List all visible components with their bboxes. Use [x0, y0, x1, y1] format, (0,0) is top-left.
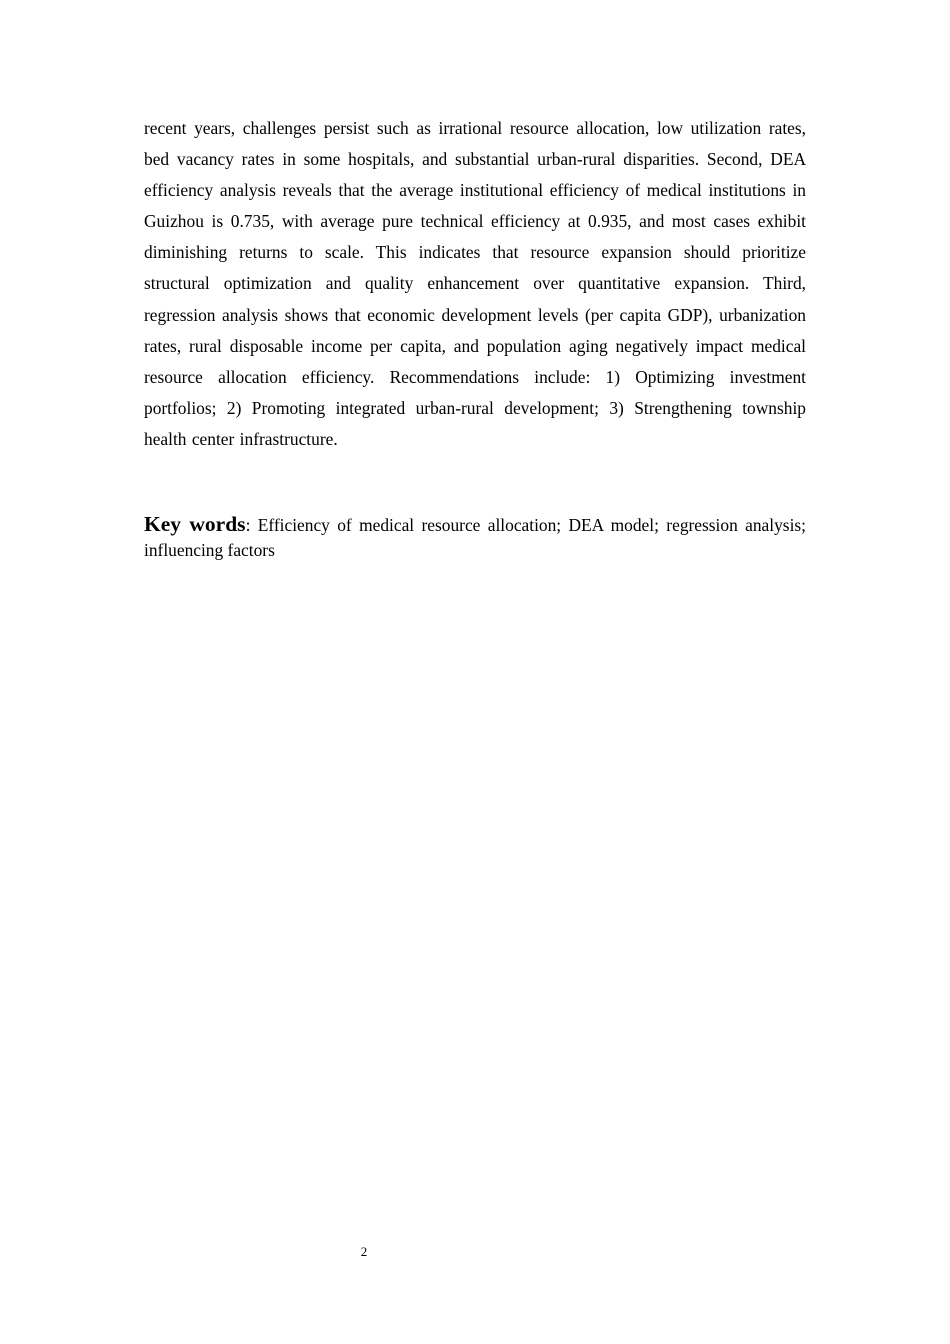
- abstract-continuation-paragraph: recent years, challenges persist such as irrational resource allocation, low utilization rates, bed vacancy rates in some hospitals, and substantial urban-rural disparities. Second, DEA efficiency analysis reveals that the average institutional efficiency of medical institutions in Guizhou is 0.735, with average pure technical efficiency at 0.935, and most cases exhibit diminishing returns to scale. This indicates that resource expansion should prioritize structural optimization and quality enhancement over quantitative expansion. Third, regression analysis shows that economic development levels (per capita GDP), urbanization rates, rural disposable income per capita, and population aging negatively impact medical resource allocation efficiency. Recommendations include: 1) Optimizing investment portfolios; 2) Promoting integrated urban-rural development; 3) Strengthening township health center infrastructure.: [144, 118, 806, 449]
- keywords-text: Efficiency of medical resource allocation; DEA model; regression analysis; influencing factors: [144, 515, 806, 560]
- keywords-paragraph: [144, 512, 806, 563]
- page-number: 2: [360, 1244, 368, 1259]
- keywords-label: Key words: [144, 512, 246, 536]
- keywords-separator: :: [245, 515, 258, 535]
